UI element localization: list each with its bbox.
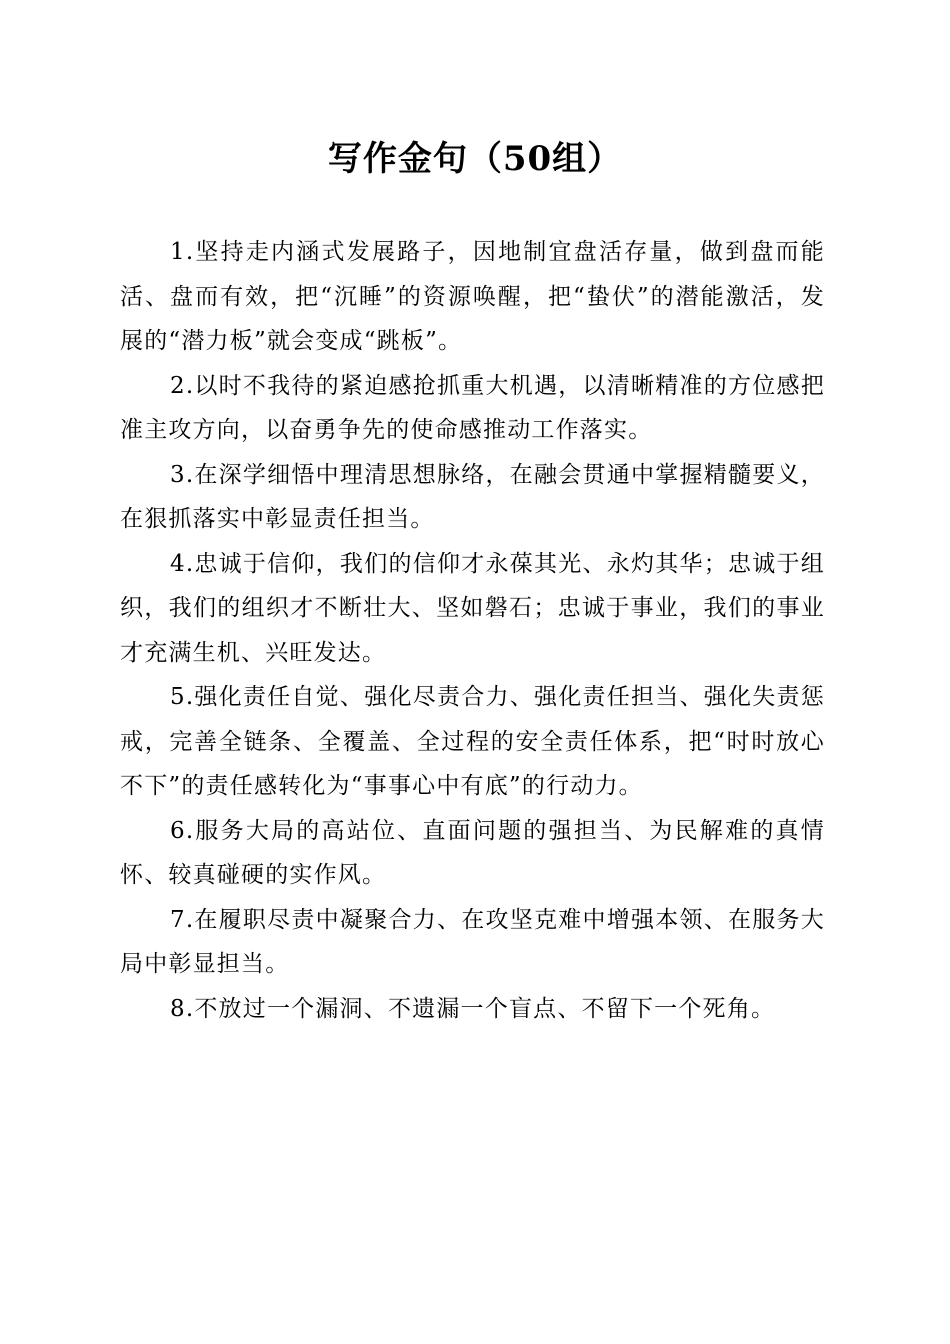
document-body xyxy=(120,230,825,1031)
paragraph-1: 1.坚持走内涵式发展路子，因地制宜盘活存量，做到盘而能活、盘而有效，把“沉睡”的资源唤醒，把“蛰伏”的潜能激活，发展的“潜力板”就会变成“跳板”。 xyxy=(120,239,825,354)
paragraph-7: 7.在履职尽责中凝聚合力、在攻坚克难中增强本领、在服务大局中彰显担当。 xyxy=(120,906,825,977)
paragraph-2: 2.以时不我待的紧迫感抢抓重大机遇，以清晰精准的方位感把准主攻方向，以奋勇争先的使命感推动工作落实。 xyxy=(120,372,825,443)
document-title: 写作金句（50组） xyxy=(327,139,623,179)
paragraph-8: 8.不放过一个漏洞、不遗漏一个盲点、不留下一个死角。 xyxy=(170,995,776,1022)
paragraph-3: 3.在深学细悟中理清思想脉络，在融会贯通中掌握精髓要义，在狠抓落实中彰显责任担当。 xyxy=(120,461,825,532)
paragraph-5: 5.强化责任自觉、强化尽责合力、强化责任担当、强化失责惩戒，完善全链条、全覆盖、全过程的安全责任体系，把“时时放心不下”的责任感转化为“事事心中有底”的行动力。 xyxy=(120,684,825,799)
paragraph-4: 4.忠诚于信仰，我们的信仰才永葆其光、永灼其华；忠诚于组织，我们的组织才不断壮大、坚如磐石；忠诚于事业，我们的事业才充满生机、兴旺发达。 xyxy=(120,550,825,666)
paragraph-6: 6.服务大局的高站位、直面问题的强担当、为民解难的真情怀、较真碰硬的实作风。 xyxy=(120,817,825,888)
